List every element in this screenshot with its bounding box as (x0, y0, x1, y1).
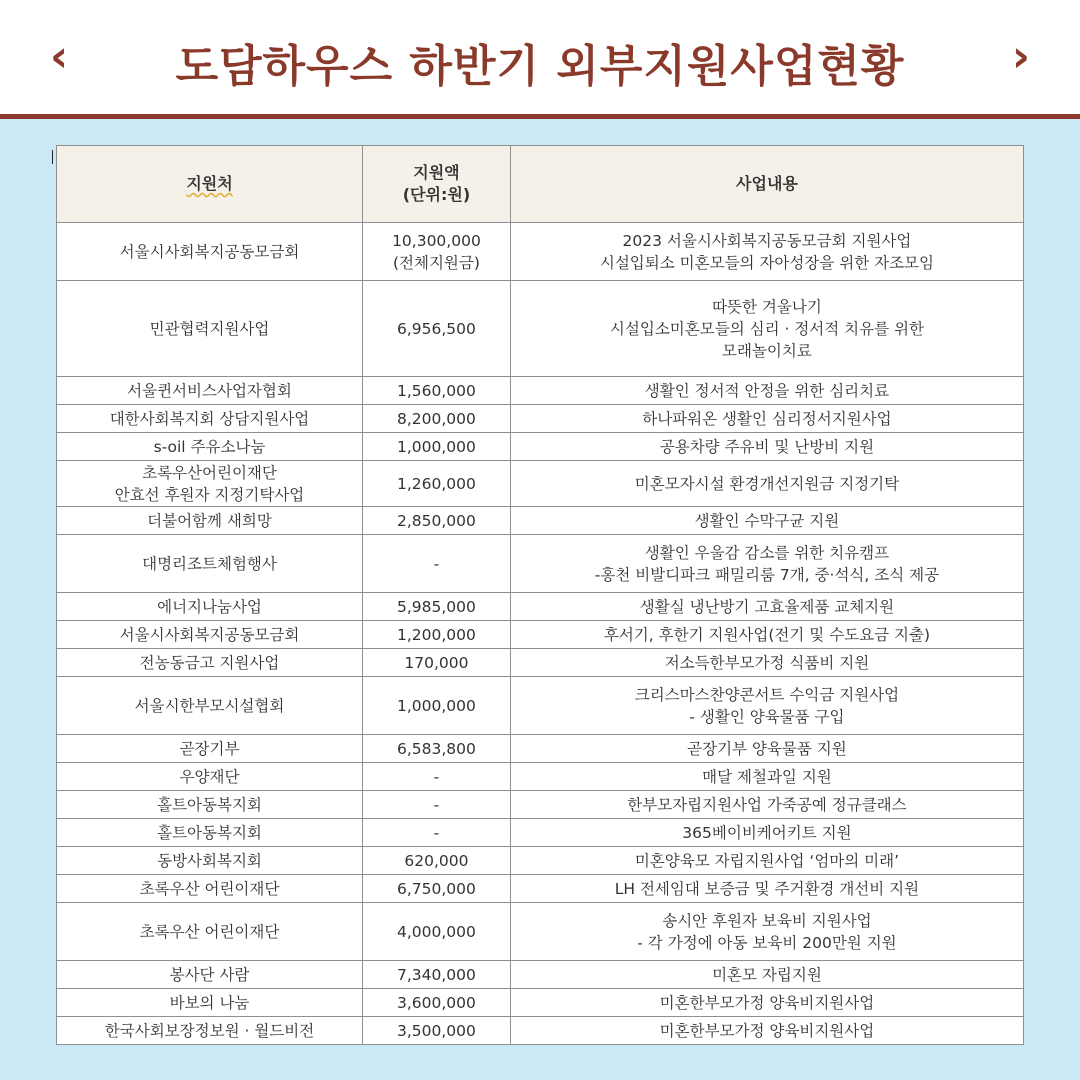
table-row (57, 621, 1024, 649)
table-row (57, 677, 1024, 735)
cell-amount-line: 3,600,000 (397, 993, 476, 1012)
cell-content-line: 곧장기부 양육물품 지원 (687, 739, 847, 758)
cell-content-line: 송시안 후원자 보육비 지원사업 (662, 911, 872, 930)
page-header (0, 0, 1080, 114)
cell-amount (363, 791, 511, 819)
cell-content (510, 507, 1023, 535)
cell-source (57, 875, 363, 903)
cell-amount (363, 735, 511, 763)
cell-source (57, 507, 363, 535)
cell-source-line: 대한사회복지회 상담지원사업 (109, 409, 310, 428)
cell-amount (363, 223, 511, 281)
cell-content (510, 223, 1023, 281)
cell-content-line: 공용차량 주유비 및 난방비 지원 (659, 437, 875, 456)
table-row (57, 1017, 1024, 1045)
cell-source (57, 961, 363, 989)
cell-content (510, 735, 1023, 763)
table-row (57, 649, 1024, 677)
cell-source (57, 819, 363, 847)
cell-amount-line: 2,850,000 (397, 511, 476, 530)
chevron-left-icon[interactable]: ‹ (50, 31, 69, 82)
table-header-row (57, 146, 1024, 223)
cell-amount (363, 649, 511, 677)
cell-amount-line: 1,200,000 (397, 625, 476, 644)
cell-amount-line: 1,560,000 (397, 381, 476, 400)
cell-amount-line: 6,956,500 (397, 319, 476, 338)
cell-content (510, 989, 1023, 1017)
cell-amount (363, 819, 511, 847)
cell-content-line: 매달 제철과일 지원 (702, 767, 832, 786)
cell-source-line: 홀트아동복지회 (157, 795, 262, 814)
table-row (57, 819, 1024, 847)
cell-content-line: 생활인 우울감 감소를 위한 치유캠프 (644, 543, 890, 562)
cell-content-line: 시설입퇴소 미혼모들의 자아성장을 위한 자조모임 (599, 253, 935, 272)
cell-source (57, 735, 363, 763)
chevron-right-icon[interactable]: › (1011, 31, 1030, 82)
cell-content (510, 535, 1023, 593)
page-title: 도담하우스 하반기 외부지원사업현황 (175, 41, 905, 92)
cell-amount (363, 961, 511, 989)
cell-amount (363, 507, 511, 535)
column-header-amount: 지원액 (단위:원) (363, 146, 511, 223)
cell-amount-line: 8,200,000 (397, 409, 476, 428)
cell-source-line: s-oil 주유소나눔 (153, 437, 266, 456)
cell-source-line: 초록우산어린이재단 (142, 463, 277, 482)
cell-content-line: 모래놀이치료 (722, 341, 812, 360)
table-row (57, 961, 1024, 989)
cell-amount (363, 461, 511, 507)
cell-source-line: 봉사단 사람 (169, 965, 250, 984)
cell-source (57, 461, 363, 507)
table-row (57, 875, 1024, 903)
cell-amount-line: 6,750,000 (397, 879, 476, 898)
cell-content (510, 377, 1023, 405)
cell-content-line: 하나파워온 생활인 심리정서지원사업 (642, 409, 892, 428)
cell-amount-line: 1,000,000 (397, 437, 476, 456)
cell-content-line: 미혼한부모가정 양육비지원사업 (659, 1021, 875, 1040)
cell-source (57, 377, 363, 405)
cell-source-line: 한국사회보장정보원 · 월드비전 (104, 1021, 315, 1040)
cell-amount (363, 763, 511, 791)
cell-content-line: 저소득한부모가정 식품비 지원 (664, 653, 870, 672)
cell-source (57, 433, 363, 461)
cell-amount-line: 3,500,000 (397, 1021, 476, 1040)
cell-amount (363, 621, 511, 649)
cell-source-line: 바보의 나눔 (169, 993, 250, 1012)
cell-amount-line: 1,000,000 (397, 696, 476, 715)
cell-content (510, 593, 1023, 621)
table-row (57, 281, 1024, 377)
cell-amount-line: 1,260,000 (397, 474, 476, 493)
table-row (57, 535, 1024, 593)
cell-amount-line: (전체지원금) (392, 253, 480, 272)
cell-source (57, 903, 363, 961)
cell-source-line: 서울시한부모시설협회 (134, 696, 285, 715)
cell-amount (363, 989, 511, 1017)
cell-content-line: 미혼모 자립지원 (712, 965, 822, 984)
cell-content-line: 생활인 정서적 안정을 위한 심리치료 (644, 381, 890, 400)
cell-source-line: 전농동금고 지원사업 (139, 653, 280, 672)
cell-content (510, 677, 1023, 735)
cell-amount-line: 4,000,000 (397, 922, 476, 941)
cell-content (510, 875, 1023, 903)
cell-source (57, 677, 363, 735)
cell-source-line: 안효선 후원자 지정기탁사업 (114, 485, 305, 504)
cell-content-line: 한부모자립지원사업 가죽공예 정규클래스 (627, 795, 907, 814)
cell-content-line: 생활인 수막구균 지원 (694, 511, 840, 530)
cell-content (510, 819, 1023, 847)
cell-source (57, 763, 363, 791)
cell-amount-line: 5,985,000 (397, 597, 476, 616)
cell-amount (363, 281, 511, 377)
cell-source-line: 서울시사회복지공동모금회 (119, 242, 300, 261)
cell-amount-line: 7,340,000 (397, 965, 476, 984)
support-table (56, 145, 1024, 1045)
table-row (57, 593, 1024, 621)
cell-amount-line: - (433, 767, 440, 786)
cell-source-line: 에너지나눔사업 (157, 597, 262, 616)
table-row (57, 791, 1024, 819)
cell-source-line: 더불어함께 새희망 (147, 511, 272, 530)
table-row (57, 507, 1024, 535)
cell-amount (363, 875, 511, 903)
table-row (57, 433, 1024, 461)
cell-source (57, 1017, 363, 1045)
cell-amount-line: 620,000 (404, 851, 469, 870)
table-row (57, 405, 1024, 433)
cell-content-line: 크리스마스찬양콘서트 수익금 지원사업 (634, 685, 900, 704)
cell-amount-line: 6,583,800 (397, 739, 476, 758)
cell-source-line: 대명리조트체험행사 (142, 554, 277, 573)
cell-source-line: 민관협력지원사업 (149, 319, 270, 338)
cell-content (510, 763, 1023, 791)
cell-content-line: 따뜻한 겨울나기 (712, 297, 822, 316)
cell-amount-line: 170,000 (404, 653, 469, 672)
column-header-content: 사업내용 (510, 146, 1023, 223)
cell-content-line: 365베이비케어키트 지원 (682, 823, 852, 842)
cell-content (510, 461, 1023, 507)
cell-amount-line: - (433, 795, 440, 814)
cell-content (510, 433, 1023, 461)
cell-content-line: LH 전세임대 보증금 및 주거환경 개선비 지원 (614, 879, 920, 898)
cell-content-line: 2023 서울시사회복지공동모금회 지원사업 (622, 231, 912, 250)
table-row (57, 763, 1024, 791)
cell-source (57, 847, 363, 875)
cell-content-line: 미혼한부모가정 양육비지원사업 (659, 993, 875, 1012)
cell-amount (363, 1017, 511, 1045)
table-row (57, 847, 1024, 875)
cell-source-line: 초록우산 어린이재단 (139, 922, 280, 941)
cell-content (510, 961, 1023, 989)
table-row (57, 377, 1024, 405)
cell-source-line: 우양재단 (179, 767, 240, 786)
cell-content-line: 미혼양육모 자립지원사업 ‘엄마의 미래’ (634, 851, 900, 870)
cell-content (510, 649, 1023, 677)
cell-amount (363, 593, 511, 621)
cell-source (57, 405, 363, 433)
cell-amount (363, 433, 511, 461)
cell-content-line: -홍천 비발디파크 패밀리룸 7개, 중·석식, 조식 제공 (594, 565, 940, 584)
cell-source (57, 791, 363, 819)
cell-amount (363, 405, 511, 433)
cell-source-line: 곧장기부 (179, 739, 240, 758)
cell-source (57, 223, 363, 281)
table-row (57, 989, 1024, 1017)
cell-content-line: 생활실 냉난방기 고효율제품 교체지원 (639, 597, 895, 616)
cell-content (510, 847, 1023, 875)
cell-content (510, 621, 1023, 649)
cell-source (57, 649, 363, 677)
column-header-source: 지원처 (57, 146, 363, 223)
cell-content (510, 1017, 1023, 1045)
cell-amount-line: - (433, 554, 440, 573)
cell-content (510, 791, 1023, 819)
cell-source-line: 서울퀸서비스사업자협회 (127, 381, 292, 400)
cell-source (57, 989, 363, 1017)
table-row (57, 903, 1024, 961)
cell-amount (363, 535, 511, 593)
cell-amount-line: 10,300,000 (392, 231, 481, 250)
cell-content-line: 미혼모자시설 환경개선지원금 지정기탁 (634, 474, 900, 493)
cell-source-line: 서울시사회복지공동모금회 (119, 625, 300, 644)
table-row (57, 223, 1024, 281)
cell-amount (363, 377, 511, 405)
cell-content (510, 903, 1023, 961)
table-row (57, 735, 1024, 763)
cell-amount (363, 903, 511, 961)
table-row (57, 461, 1024, 507)
cell-content (510, 405, 1023, 433)
cell-content-line: - 생활인 양육물품 구입 (689, 707, 845, 726)
text-cursor (52, 150, 53, 164)
cell-amount (363, 677, 511, 735)
cell-source (57, 535, 363, 593)
cell-content-line: 후서기, 후한기 지원사업(전기 및 수도요금 지출) (603, 625, 931, 644)
cell-content-line: - 각 가정에 아동 보육비 200만원 지원 (637, 933, 897, 952)
cell-content (510, 281, 1023, 377)
cell-source-line: 동방사회복지회 (157, 851, 262, 870)
cell-source (57, 593, 363, 621)
cell-source (57, 621, 363, 649)
cell-amount (363, 847, 511, 875)
cell-source-line: 홀트아동복지회 (157, 823, 262, 842)
cell-source (57, 281, 363, 377)
cell-source-line: 초록우산 어린이재단 (139, 879, 280, 898)
cell-amount-line: - (433, 823, 440, 842)
cell-content-line: 시설입소미혼모들의 심리 · 정서적 치유를 위한 (609, 319, 924, 338)
